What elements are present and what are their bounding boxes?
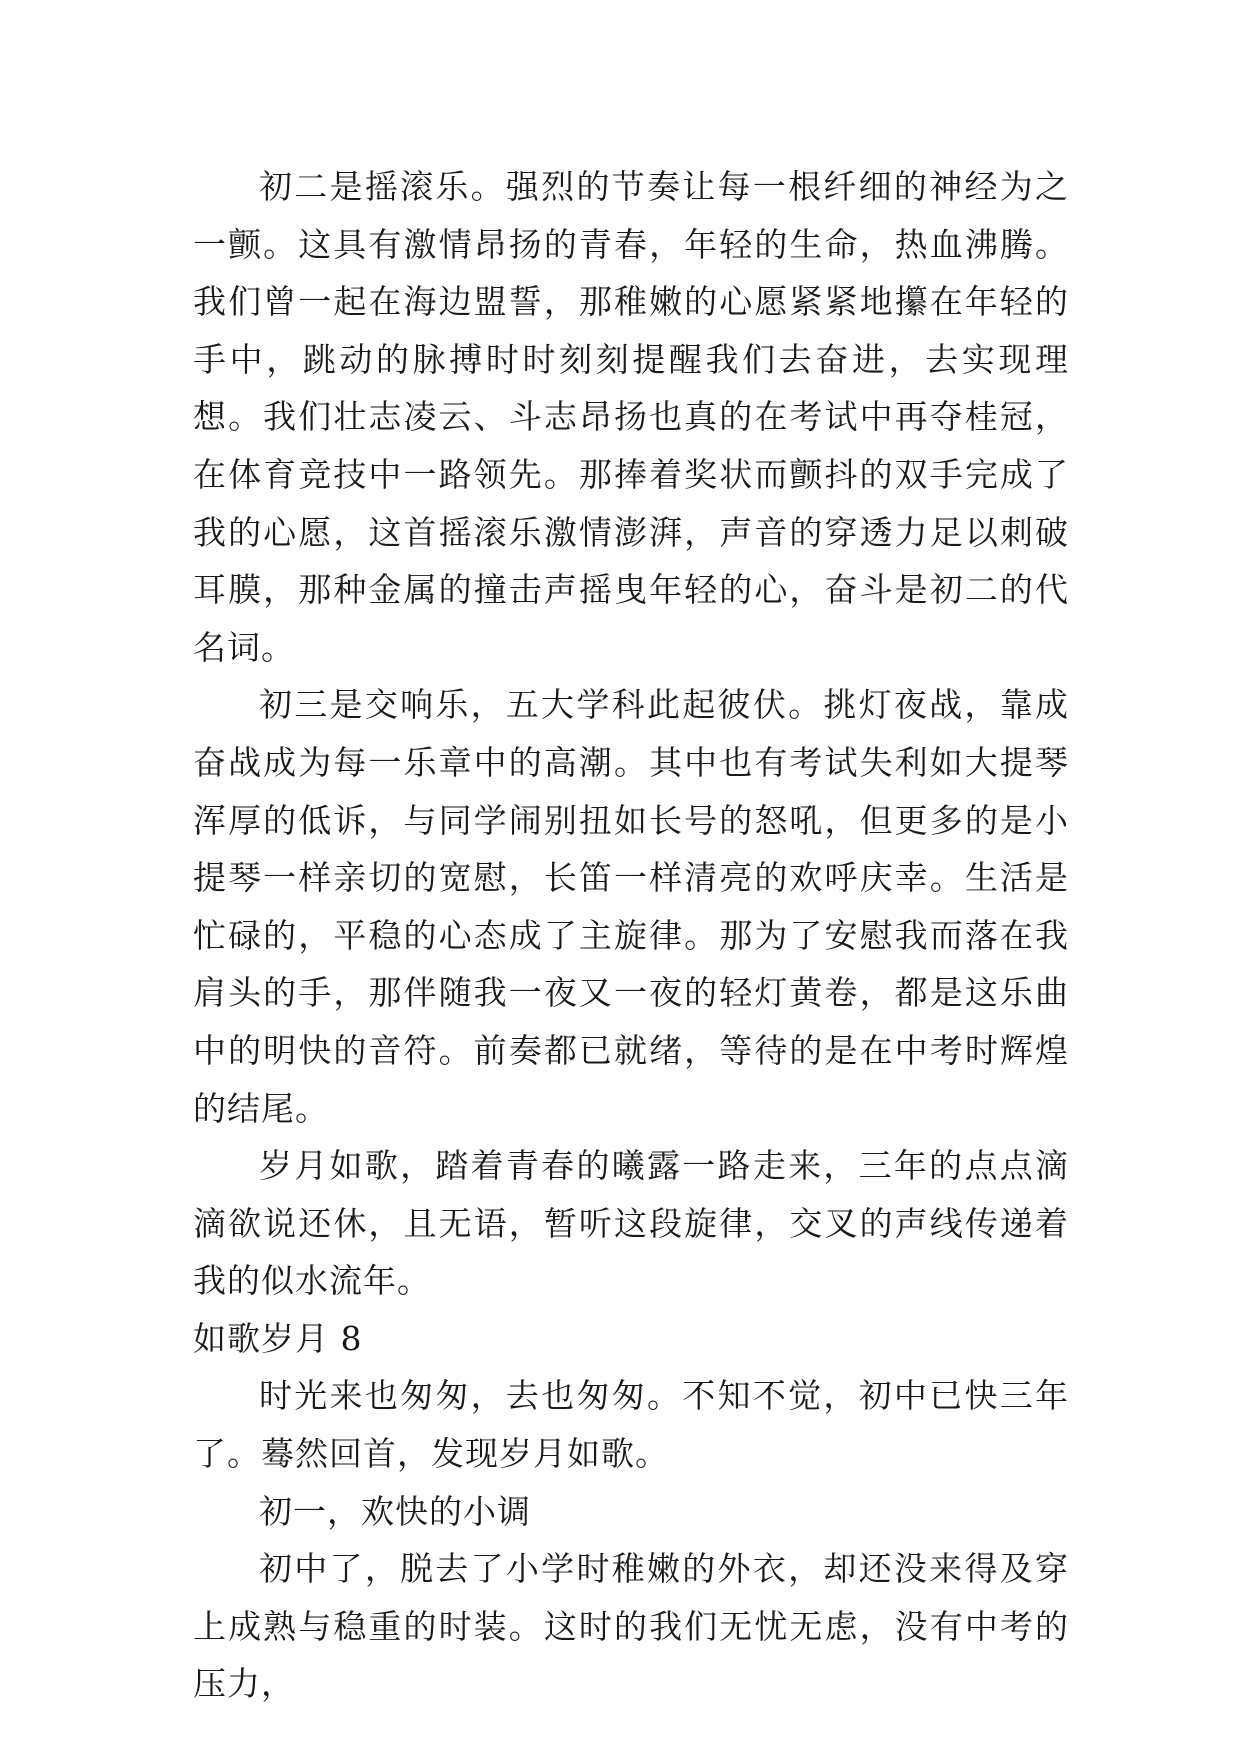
section-title: 如歌岁月 8 <box>193 1318 363 1358</box>
paragraph-intro: 时光来也匆匆，去也匆匆。不知不觉，初中已快三年了。蓦然回首，发现岁月如歌。 <box>193 1376 1069 1474</box>
paragraph-subheading-grade-one: 初一，欢快的小调 <box>259 1491 531 1531</box>
paragraph-grade-three: 初三是交响乐，五大学科此起彼伏。挑灯夜战，靠成奋战成为每一乐章中的高潮。其中也有考试失利如大提琴浑厚的低诉，与同学闹别扭如长号的怒吼，但更多的是小提琴一样亲切的宽慰，长笛一样清亮的欢呼庆幸。生活是忙碌的，平稳的心态成了主旋律。那为了安慰我而落在我肩头的手，那伴随我一夜又一夜的轻灯黄卷，都是这乐曲中的明快的音符。前奏都已就绪，等待的是在中考时辉煌的结尾。 <box>193 685 1069 1128</box>
paragraph-conclusion: 岁月如歌，踏着青春的曦露一路走来，三年的点点滴滴欲说还休，且无语，暂听这段旋律，交叉的声线传递着我的似水流年。 <box>193 1146 1069 1301</box>
paragraph-grade-two: 初二是摇滚乐。强烈的节奏让每一根纤细的神经为之一颤。这具有激情昂扬的青春，年轻的生命，热血沸腾。我们曾一起在海边盟誓，那稚嫩的心愿紧紧地攥在年轻的手中，跳动的脉搏时时刻刻提醒我们去奋进，去实现理想。我们壮志凌云、斗志昂扬也真的在考试中再夺桂冠，在体育竞技中一路领先。那捧着奖状而颤抖的双手完成了我的心愿，这首摇滚乐激情澎湃，声音的穿透力足以刺破耳膜，那种金属的撞击声摇曳年轻的心，奋斗是初二的代名词。 <box>193 167 1069 667</box>
document-body <box>193 158 1069 1713</box>
paragraph-grade-one: 初中了，脱去了小学时稚嫩的外衣，却还没来得及穿上成熟与稳重的时装。这时的我们无忧无虑，没有中考的压力， <box>193 1549 1069 1704</box>
